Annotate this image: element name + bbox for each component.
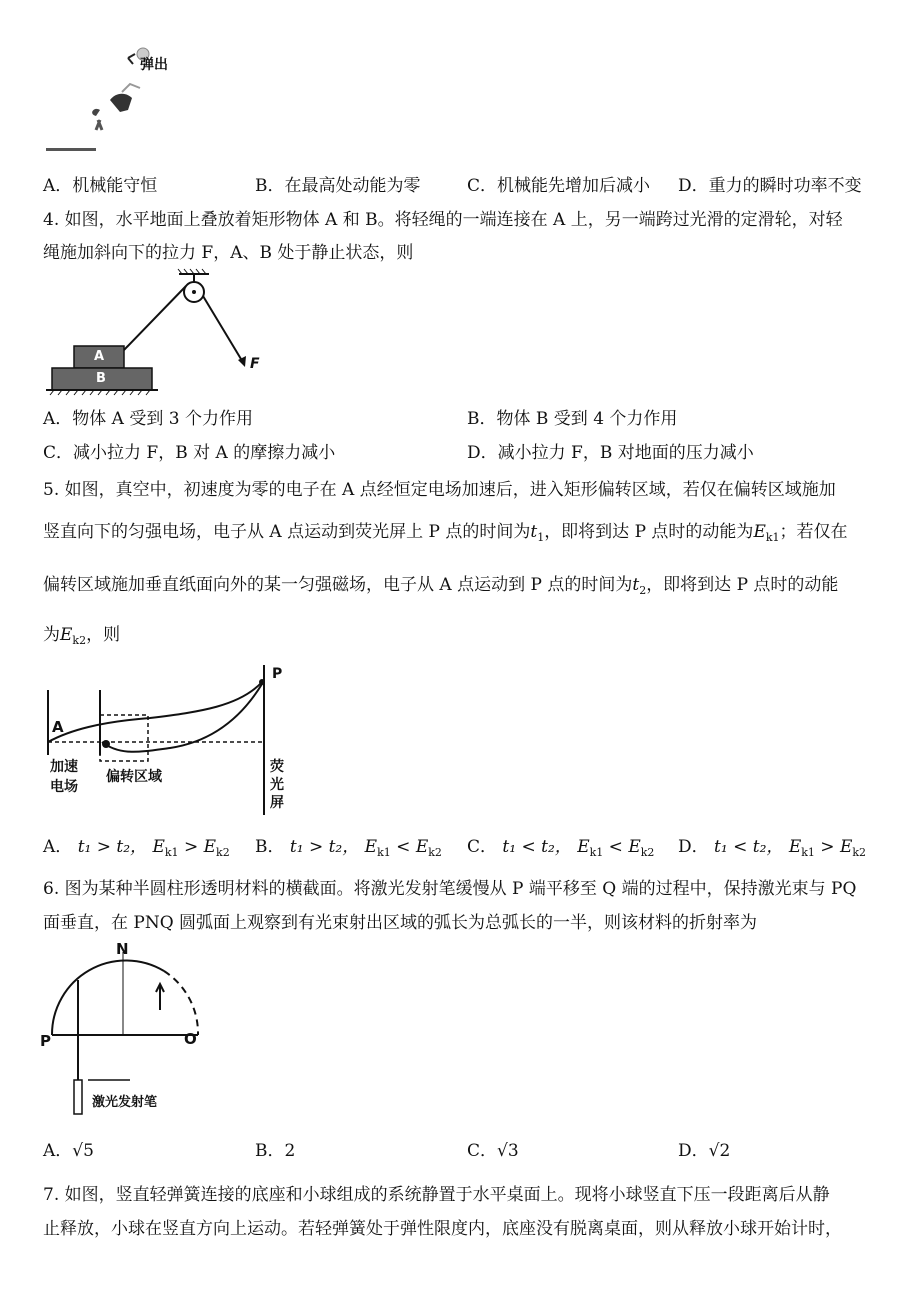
q5-stem-line-4: 为$E_{k2}$，则	[43, 625, 121, 647]
q3-option-d: D．重力的瞬时功率不变	[678, 176, 862, 196]
q5-label-p: P	[272, 666, 283, 682]
q5-label-a: A	[52, 718, 64, 736]
q4-stem-line-2: 绳施加斜向下的拉力 F，A、B 处于静止状态，则	[43, 243, 414, 263]
q6-stem-line-1: 6. 图为某种半圆柱形透明材料的横截面。将激光发射笔缓慢从 P 端平移至 Q 端的过程中，保持激光束与 PQ	[43, 879, 857, 899]
q5-option-c: C． t₁ < t₂， $E_{k1} < E_{k2}$	[467, 837, 655, 859]
q7-stem-line-2: 止释放，小球在竖直方向上运动。若轻弹簧处于弹性限度内，底座没有脱离桌面，则从释放小球开始计时，	[43, 1219, 842, 1239]
q5-deflect-label: 偏转区域	[106, 769, 162, 785]
q5-figure	[40, 660, 300, 820]
q4-stem-line-1: 4. 如图，水平地面上叠放着矩形物体 A 和 B。将轻绳的一端连接在 A 上，另一端跨过光滑的定滑轮，对轻	[43, 210, 843, 230]
q4-option-d: D．减小拉力 F，B 对地面的压力减小	[467, 443, 754, 463]
q5-screen-label-3: 屏	[270, 795, 284, 811]
q4-option-c: C．减小拉力 F，B 对 A 的摩擦力减小	[43, 443, 336, 463]
q5-t1: $t_1$	[530, 522, 545, 544]
q4-option-a: A．物体 A 受到 3 个力作用	[43, 409, 253, 429]
q5-screen-label-2: 光	[270, 777, 284, 793]
q5-t2: $t_2$	[632, 575, 647, 597]
q4-figure	[44, 268, 274, 398]
q6-option-c: C．√3	[467, 1141, 519, 1161]
q4-label-a: A	[94, 349, 105, 364]
q5-stem-line-2: 竖直向下的匀强电场，电子从 A 点运动到荧光屏上 P 点的时间为$t_1$，即将到达 P 点时的动能为$E_{k1}$；若仅在	[43, 522, 848, 544]
q3-option-b: B．在最高处动能为零	[255, 176, 421, 196]
q5-ek1: $E_{k1}$	[753, 522, 780, 544]
q5-option-b: B． t₁ > t₂， $E_{k1} < E_{k2}$	[255, 837, 442, 859]
q5-ek2: $E_{k2}$	[60, 625, 87, 647]
q6-label-q: O	[184, 1030, 197, 1048]
q6-stem-line-2: 面垂直，在 PNQ 圆弧面上观察到有光束射出区域的弧长为总弧长的一半，则该材料的折射率为	[43, 913, 758, 933]
q3-option-c: C．机械能先增加后减小	[467, 176, 651, 196]
q6-option-d: D．√2	[678, 1141, 731, 1161]
q4-label-b: B	[96, 371, 106, 386]
q5-option-a: A． t₁ > t₂， $E_{k1} > E_{k2}$	[43, 837, 230, 859]
q3-figure	[40, 40, 200, 160]
q5-stem-line-3: 偏转区域施加垂直纸面向外的某一匀强磁场，电子从 A 点运动到 P 点的时间为$t_2$，即将到达 P 点时的动能	[43, 575, 839, 597]
q7-stem-line-1: 7. 如图，竖直轻弹簧连接的底座和小球组成的系统静置于水平桌面上。现将小球竖直下压一段距离后从静	[43, 1185, 830, 1205]
q6-option-a: A．√5	[43, 1141, 94, 1161]
q3-option-a: A．机械能守恒	[43, 176, 158, 196]
q5-accel-label-1: 加速	[50, 759, 78, 775]
q5-screen-label-1: 荧	[270, 759, 284, 775]
q6-label-n: N	[116, 940, 129, 958]
q4-option-b: B．物体 B 受到 4 个力作用	[467, 409, 678, 429]
q5-option-d: D． t₁ < t₂， $E_{k1} > E_{k2}$	[678, 837, 867, 859]
q5-accel-label-2: 电场	[50, 779, 78, 795]
q6-pen-label: 激光发射笔	[92, 1095, 158, 1110]
q4-label-f: F	[250, 356, 260, 372]
q5-stem-line-1: 5. 如图，真空中，初速度为零的电子在 A 点经恒定电场加速后，进入矩形偏转区域，若仅在偏转区域施加	[43, 480, 836, 500]
q3-eject-label: 弹出	[140, 57, 168, 73]
q6-figure	[38, 940, 218, 1120]
q6-option-b: B．2	[255, 1141, 296, 1161]
q6-label-p: P	[40, 1032, 51, 1050]
